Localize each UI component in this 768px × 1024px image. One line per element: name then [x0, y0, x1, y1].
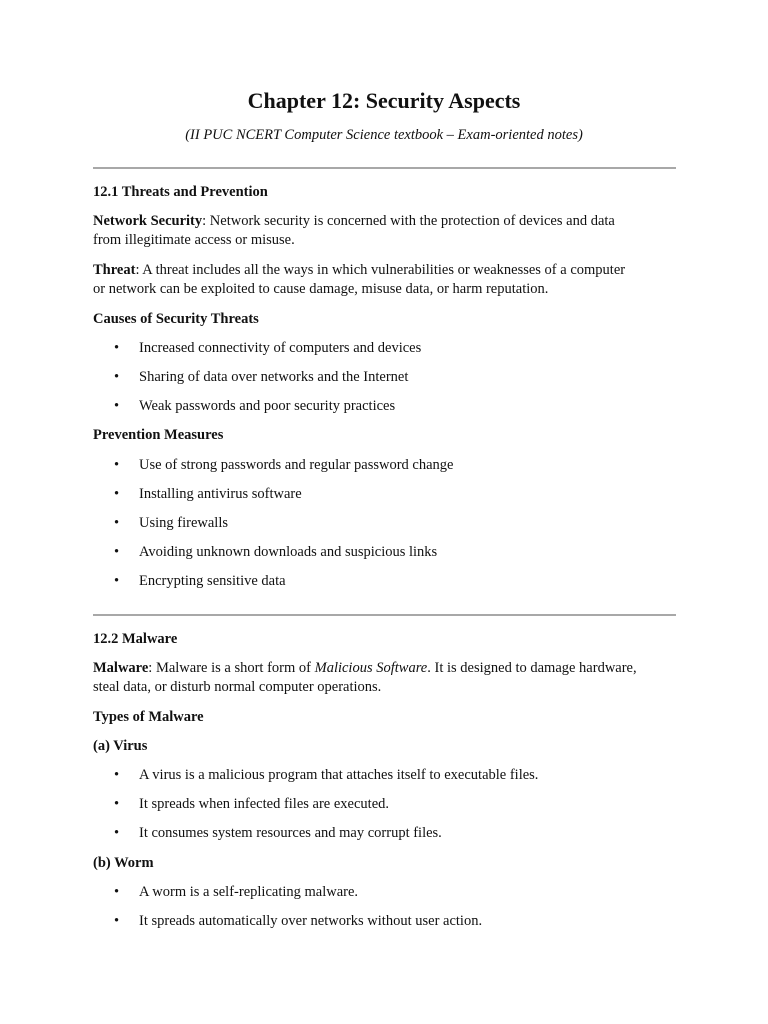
worm-heading: (b) Worm — [93, 855, 154, 871]
network-security-definition — [93, 212, 683, 232]
malware-text-line2: steal data, or disturb normal computer operations. — [93, 679, 382, 695]
bullet-icon: • — [114, 398, 120, 414]
bullet-icon: • — [114, 825, 120, 841]
list-item: Use of strong passwords and regular password change — [139, 457, 454, 473]
causes-heading: Causes of Security Threats — [93, 311, 259, 327]
malware-text-part2: . It is designed to damage hardware, — [427, 660, 637, 676]
threat-definition — [93, 261, 683, 281]
page-subtitle: (II PUC NCERT Computer Science textbook – Exam-oriented notes) — [185, 127, 583, 143]
divider — [93, 167, 676, 169]
divider — [93, 614, 676, 616]
virus-heading: (a) Virus — [93, 738, 148, 754]
bullet-icon: • — [114, 369, 120, 385]
list-item: It consumes system resources and may corrupt files. — [139, 825, 442, 841]
list-item: Increased connectivity of computers and devices — [139, 340, 422, 356]
bullet-icon: • — [114, 573, 120, 589]
bullet-icon: • — [114, 796, 120, 812]
list-item: Using firewalls — [139, 515, 228, 531]
bullet-icon: • — [114, 486, 120, 502]
bullet-icon: • — [114, 913, 120, 929]
malware-text-part1: : Malware is a short form of — [148, 660, 315, 676]
network-security-text-line1: : Network security is concerned with the protection of devices and data — [202, 213, 615, 229]
types-heading: Types of Malware — [93, 709, 204, 725]
list-item: A worm is a self-replicating malware. — [139, 884, 359, 900]
threat-text-line1: : A threat includes all the ways in which vulnerabilities or weaknesses of a computer — [135, 262, 626, 278]
bullet-icon: • — [114, 457, 120, 473]
list-item: A virus is a malicious program that attaches itself to executable files. — [139, 767, 539, 783]
prevention-heading: Prevention Measures — [93, 427, 224, 443]
malware-text-italic: Malicious Software — [314, 660, 428, 676]
list-item: It spreads automatically over networks without user action. — [139, 913, 483, 929]
bullet-icon: • — [114, 544, 120, 560]
bullet-icon: • — [114, 884, 120, 900]
page-title: Chapter 12: Security Aspects — [247, 88, 521, 113]
bullet-icon: • — [114, 340, 120, 356]
bullet-icon: • — [114, 767, 120, 783]
bullet-icon: • — [114, 515, 120, 531]
section-heading-threats: 12.1 Threats and Prevention — [93, 184, 268, 200]
section-heading-malware: 12.2 Malware — [93, 631, 178, 647]
list-item: Avoiding unknown downloads and suspicious links — [139, 544, 438, 560]
network-security-text-line2: from illegitimate access or misuse. — [93, 232, 295, 248]
list-item: Installing antivirus software — [139, 486, 302, 502]
list-item: Sharing of data over networks and the Internet — [139, 369, 409, 385]
threat-text-line2: or network can be exploited to cause damage, misuse data, or harm reputation. — [93, 281, 549, 297]
network-security-term: Network Security — [93, 213, 203, 229]
list-item: It spreads when infected files are executed. — [139, 796, 390, 812]
list-item: Weak passwords and poor security practices — [139, 398, 396, 414]
threat-term: Threat — [93, 262, 136, 278]
malware-term: Malware — [93, 660, 149, 676]
list-item: Encrypting sensitive data — [139, 573, 286, 589]
malware-definition — [93, 659, 683, 679]
